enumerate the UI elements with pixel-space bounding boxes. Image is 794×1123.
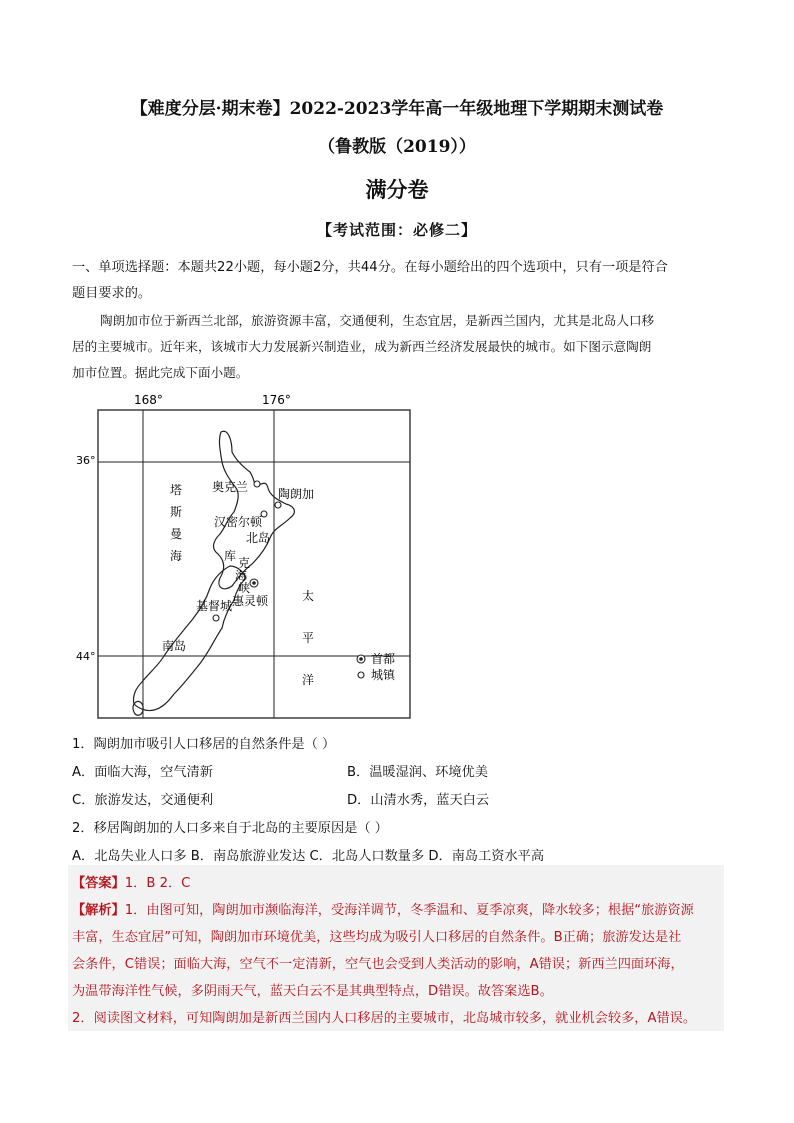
cook-strait-label: 海 — [235, 569, 248, 583]
pacific-ocean-label: 太 — [302, 589, 315, 603]
question-1-option-d: D．山清水秀，蓝天白云 — [347, 793, 490, 808]
analysis-line: 丰富，生态宜居”可知，陶朗加市环境优美，这些均成为吸引人口移居的自然条件。B正确；旅游发达是社 — [72, 930, 682, 945]
analysis-line — [72, 899, 694, 918]
map-frame — [98, 410, 410, 718]
passage-line: 加市位置。据此完成下面小题。 — [72, 365, 249, 380]
answer-label: 【答案】 — [72, 876, 125, 891]
pacific-ocean-label: 平 — [302, 631, 315, 645]
north-island-label: 北岛 — [246, 531, 271, 545]
exam-level: 满分卷 — [365, 177, 429, 202]
question-1-option-b: B．温暖湿润、环境优美 — [347, 765, 488, 780]
exam-scope: 【考试范围：必修二】 — [316, 221, 477, 239]
south-island-label: 南岛 — [162, 639, 187, 653]
analysis-line: 2．阅读图文材料，可知陶朗加是新西兰国内人口移居的主要城市，北岛城市较多，就业机会较多，A错误。 — [72, 1011, 697, 1026]
question-1: 1．陶朗加市吸引人口移居的自然条件是（ ） — [72, 737, 336, 752]
tauranga-label: 陶朗加 — [278, 487, 315, 501]
analysis-label: 【解析】 — [72, 903, 125, 918]
north-island-outline — [214, 431, 295, 589]
passage-line: 居的主要城市。近年来，该城市大力发展新兴制造业，成为新西兰经济发展最快的城市。如下图示意陶朗 — [72, 339, 652, 354]
legend-capital-label: 首都 — [371, 652, 396, 666]
cook-strait-label: 克 — [238, 556, 251, 570]
tauranga-marker — [275, 502, 281, 508]
section-intro-cont: 题目要求的。 — [72, 286, 152, 301]
question-1-option-a: A．面临大海，空气清新 — [72, 765, 213, 780]
cook-strait-label: 峡 — [238, 581, 251, 595]
wellington-capital-dot — [252, 581, 256, 585]
answer-text: 1．B 2．C — [124, 876, 191, 891]
legend-capital-dot — [359, 657, 363, 661]
section-intro: 一、单项选择题：本题共22小题，每小题2分，共44分。在每小题给出的四个选项中，只有一项是符合 — [72, 260, 668, 275]
tasman-sea-label: 斯 — [170, 505, 183, 519]
legend-town-label: 城镇 — [371, 668, 396, 682]
tasman-sea-label: 海 — [170, 549, 183, 563]
new-zealand-map — [74, 388, 414, 722]
answer-line — [72, 872, 190, 891]
longitude-label: 176° — [262, 393, 291, 407]
pacific-ocean-label: 洋 — [302, 673, 315, 687]
question-2: 2．移居陶朗加的人口多来自于北岛的主要原因是（ ） — [72, 821, 388, 836]
latitude-label: 36° — [76, 454, 96, 467]
auckland-marker — [254, 481, 260, 487]
exam-title: 【难度分层·期末卷】2022-2023学年高一年级地理下学期期末测试卷 — [130, 99, 664, 119]
question-1-option-c: C．旅游发达，交通便利 — [72, 793, 214, 808]
wellington-label: 惠灵顿 — [232, 594, 269, 608]
christchurch-label: 基督城 — [196, 599, 233, 613]
cook-strait-label: 库 — [224, 549, 237, 563]
question-2-options: A．北岛失业人口多 B．南岛旅游业发达 C．北岛人口数量多 D．南岛工资水平高 — [72, 849, 545, 864]
longitude-label: 168° — [134, 393, 163, 407]
tasman-sea-label: 曼 — [170, 527, 183, 541]
legend-town-icon — [358, 672, 364, 678]
analysis-line: 为温带海洋性气候，多阴雨天气，蓝天白云不是其典型特点，D错误。故答案选B。 — [72, 984, 553, 999]
auckland-label: 奥克兰 — [212, 480, 249, 494]
latitude-label: 44° — [76, 650, 96, 663]
passage-line: 陶朗加市位于新西兰北部，旅游资源丰富，交通便利，生态宜居，是新西兰国内，尤其是北岛人口移 — [100, 313, 655, 328]
hamilton-label: 汉密尔顿 — [214, 515, 263, 529]
analysis-line: 会条件，C错误；面临大海，空气不一定清新，空气也会受到人类活动的影响，A错误；新西兰四面环海， — [72, 957, 684, 972]
christchurch-marker — [213, 615, 219, 621]
exam-edition: （鲁教版（2019）） — [318, 137, 476, 157]
tasman-sea-label: 塔 — [170, 483, 183, 497]
analysis-text: 1．由图可知，陶朗加市濒临海洋，受海洋调节，冬季温和、夏季凉爽，降水较多；根据“旅游资源 — [124, 903, 694, 918]
